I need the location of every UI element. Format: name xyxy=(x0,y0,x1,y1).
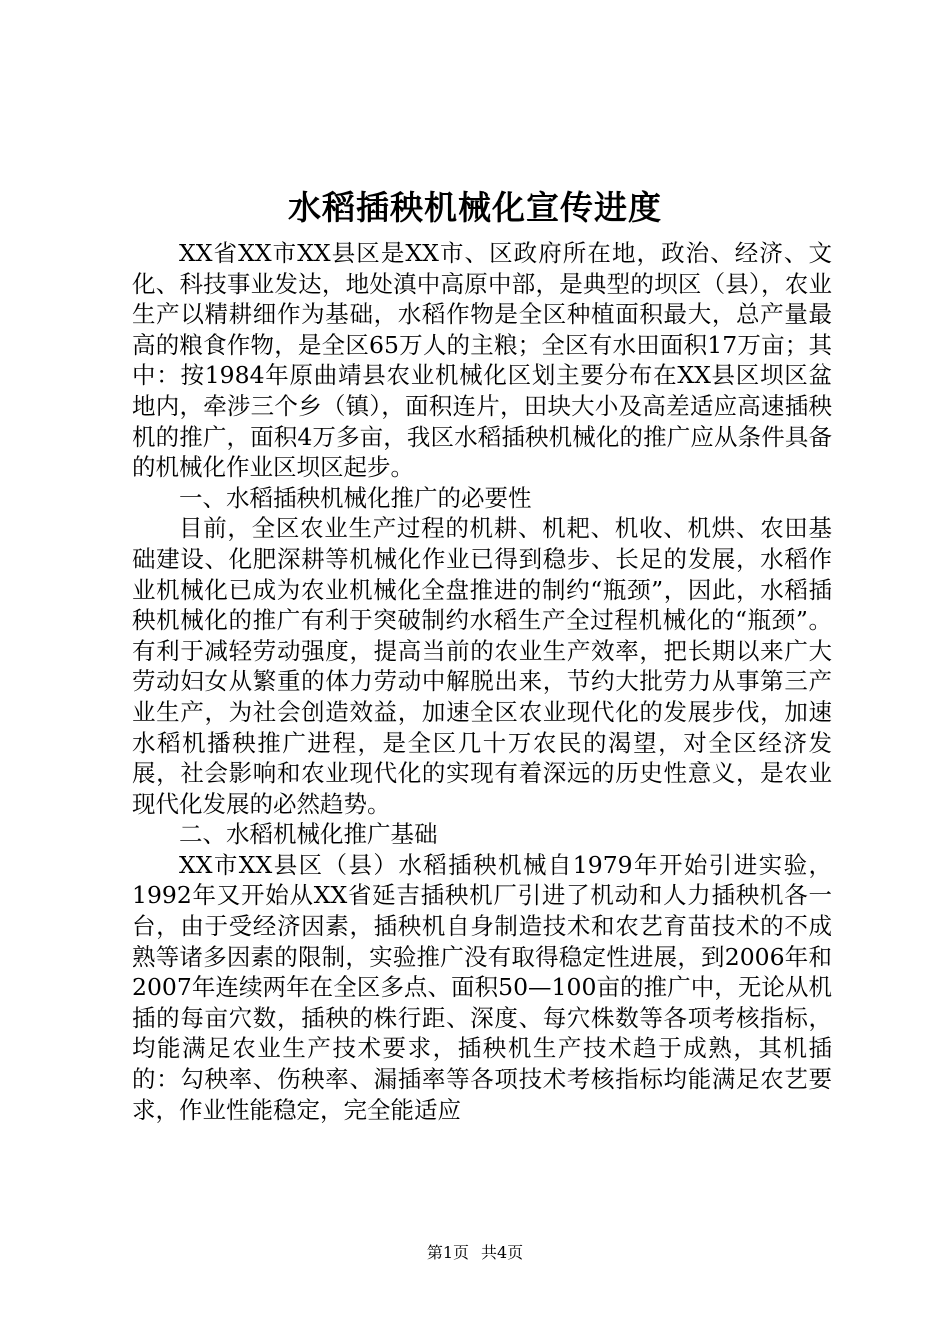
paragraph-foundation: XX市XX县区（县）水稻插秧机械自1979年开始引进实验，1992年又开始从XX省延吉插秧机厂引进了机动和人力插秧机各一台，由于受经济因素，插秧机自身制造技术和农艺育苗技术的不成熟等诸多因素的限制，实验推广没有取得稳定性进展，到2006年和2007年连续两年在全区多点、面积50—100亩的推广中，无论从机插的每亩穴数，插秧的株行距、深度、每穴株数等各项考核指标，均能满足农业生产技术要求，插秧机生产技术趋于成熟，其机插的：勾秧率、伤秧率、漏插率等各项技术考核指标均能满足农艺要求，作业性能稳定，完全能适应 xyxy=(132,850,832,1124)
page-total: 共4页 xyxy=(481,1243,524,1262)
document-body xyxy=(132,238,832,1125)
page-number: 第1页 xyxy=(426,1243,469,1262)
page-footer xyxy=(0,1242,950,1264)
paragraph-intro: XX省XX市XX县区是XX市、区政府所在地，政治、经济、文化、科技事业发达，地处滇中高原中部，是典型的坝区（县），农业生产以精耕细作为基础，水稻作物是全区种植面积最大，总产量最高的粮食作物，是全区65万人的主粮；全区有水田面积17万亩；其中：按1984年原曲靖县农业机械化区划主要分布在XX县区坝区盆地内，牵涉三个乡（镇），面积连片，田块大小及高差适应高速插秧机的推广，面积4万多亩，我区水稻插秧机械化的推广应从条件具备的机械化作业区坝区起步。 xyxy=(132,239,832,482)
section-heading-foundation: 二、水稻机械化推广基础 xyxy=(179,820,438,849)
paragraph-necessity: 目前，全区农业生产过程的机耕、机耙、机收、机烘、农田基础建设、化肥深耕等机械化作业已得到稳步、长足的发展，水稻作业机械化已成为农业机械化全盘推进的制约“瓶颈”，因此，水稻插秧机械化的推广有利于突破制约水稻生产全过程机械化的“瓶颈”。有利于减轻劳动强度，提高当前的农业生产效率，把长期以来广大劳动妇女从繁重的体力劳动中解脱出来，节约大批劳力从事第三产业生产，为社会创造效益，加速全区农业现代化的发展步伐，加速水稻机播秧推广进程，是全区几十万农民的渴望，对全区经济发展，社会影响和农业现代化的实现有着深远的历史性意义，是农业现代化发展的必然趋势。 xyxy=(132,514,832,818)
section-heading-necessity: 一、水稻插秧机械化推广的必要性 xyxy=(179,483,532,512)
document-title: 水稻插秧机械化宣传进度 xyxy=(288,188,662,227)
